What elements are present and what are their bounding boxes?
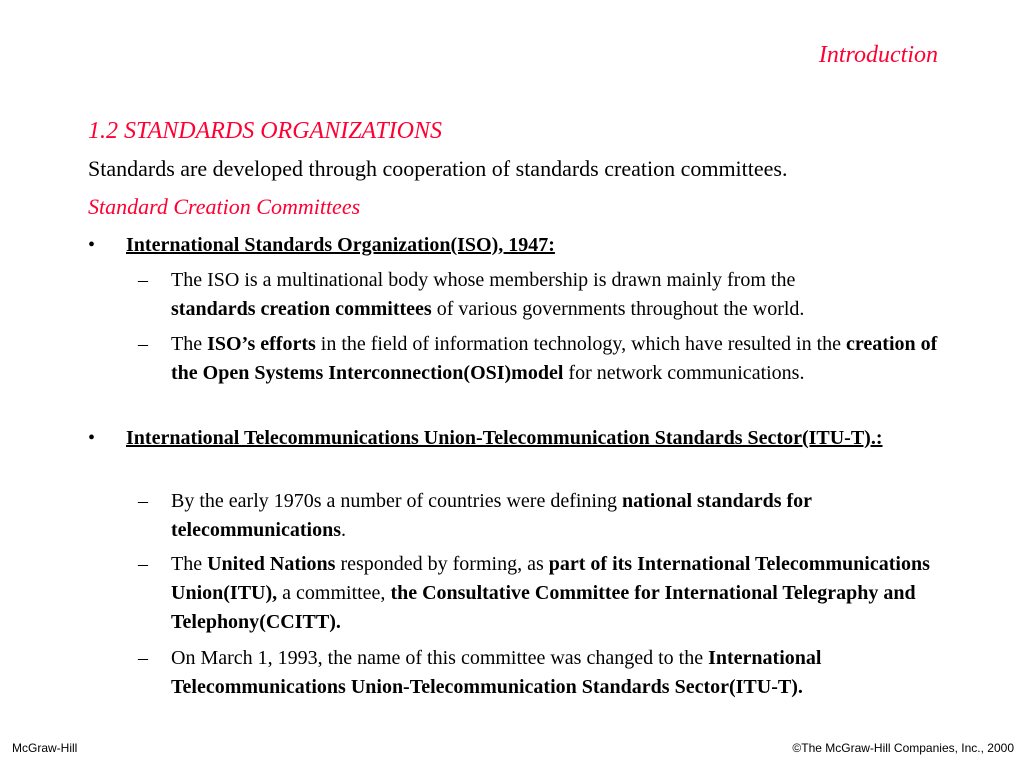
- bullet-item-iso: [88, 231, 948, 260]
- slide-header-title: Introduction: [818, 42, 938, 68]
- bullet-marker: •: [88, 234, 96, 256]
- dash-marker: –: [138, 333, 148, 355]
- subheading: Standard Creation Committees: [88, 194, 361, 219]
- sub-item: [138, 266, 968, 324]
- dash-marker: –: [138, 553, 148, 575]
- sub-item-text: The United Nations responded by forming, as part of its International Telecommunications Union(ITU), a committee, the Consultative Committee for International Telegraphy and Telephony(CCITT).: [171, 553, 930, 633]
- sub-item: [138, 644, 968, 702]
- bullet-item-itu-t: [88, 424, 948, 453]
- dash-marker: –: [138, 647, 148, 669]
- footer-publisher: McGraw-Hill: [12, 741, 78, 755]
- footer-copyright: ©The McGraw-Hill Companies, Inc., 2000: [792, 741, 1014, 755]
- bullet-marker: •: [88, 427, 96, 449]
- sub-item-text: The ISO’s efforts in the field of information technology, which have resulted in the creation of the Open Systems Interconnection(OSI)model for network communications.: [171, 333, 938, 384]
- sub-item-text: By the early 1970s a number of countries were defining national standards for telecommunications.: [171, 490, 812, 541]
- sub-item: [138, 330, 968, 388]
- intro-paragraph: Standards are developed through cooperation of standards creation committees.: [88, 156, 788, 181]
- sub-item: [138, 550, 968, 637]
- dash-marker: –: [138, 269, 148, 291]
- bullet-heading: International Standards Organization(ISO), 1947:: [126, 234, 555, 256]
- dash-marker: –: [138, 490, 148, 512]
- sub-item-text: The ISO is a multinational body whose membership is drawn mainly from the standards creation committees of various governments throughout the world.: [171, 269, 805, 320]
- section-title: 1.2 STANDARDS ORGANIZATIONS: [88, 118, 442, 144]
- bullet-heading: International Telecommunications Union-Telecommunication Standards Sector(ITU-T).:: [126, 427, 883, 449]
- sub-item: [138, 487, 968, 545]
- sub-item-text: On March 1, 1993, the name of this committee was changed to the International Telecommunications Union-Telecommunication Standards Sector(ITU-T).: [171, 647, 822, 698]
